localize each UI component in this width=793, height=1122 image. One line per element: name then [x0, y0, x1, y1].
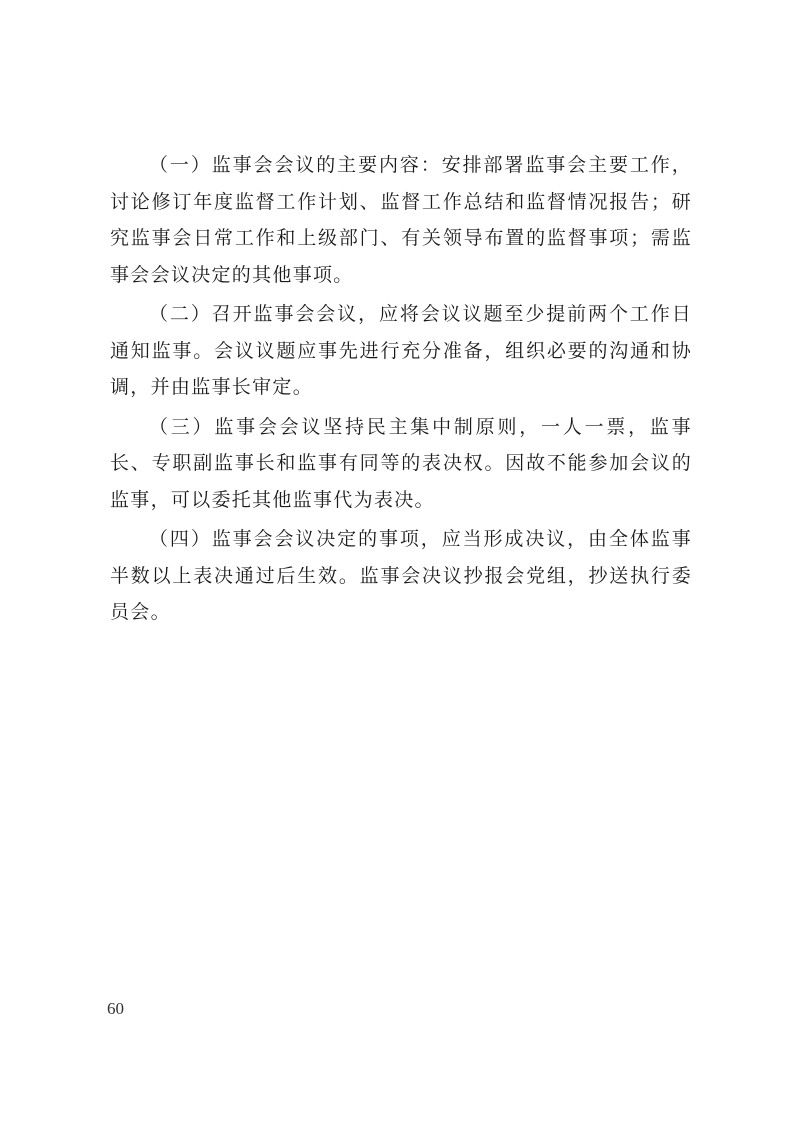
paragraph-4: （四）监事会会议决定的事项，应当形成决议，由全体监事半数以上表决通过后生效。监事会决议抄报会党组，抄送执行委员会。 — [110, 528, 692, 623]
paragraph-2: （二）召开监事会会议，应将会议议题至少提前两个工作日通知监事。会议议题应事先进行充分准备，组织必要的沟通和协调，并由监事长审定。 — [110, 303, 692, 398]
paragraph-3: （三）监事会会议坚持民主集中制原则，一人一票，监事长、专职副监事长和监事有同等的表决权。因故不能参加会议的监事，可以委托其他监事代为表决。 — [110, 415, 692, 511]
body-text — [110, 147, 692, 634]
page-number: 60 — [107, 999, 124, 1018]
paragraph-1: （一）监事会会议的主要内容：安排部署监事会主要工作，讨论修订年度监督工作计划、监督工作总结和监督情况报告；研究监事会日常工作和上级部门、有关领导布置的监督事项；需监事会会议决定的其他事项。 — [110, 154, 692, 286]
